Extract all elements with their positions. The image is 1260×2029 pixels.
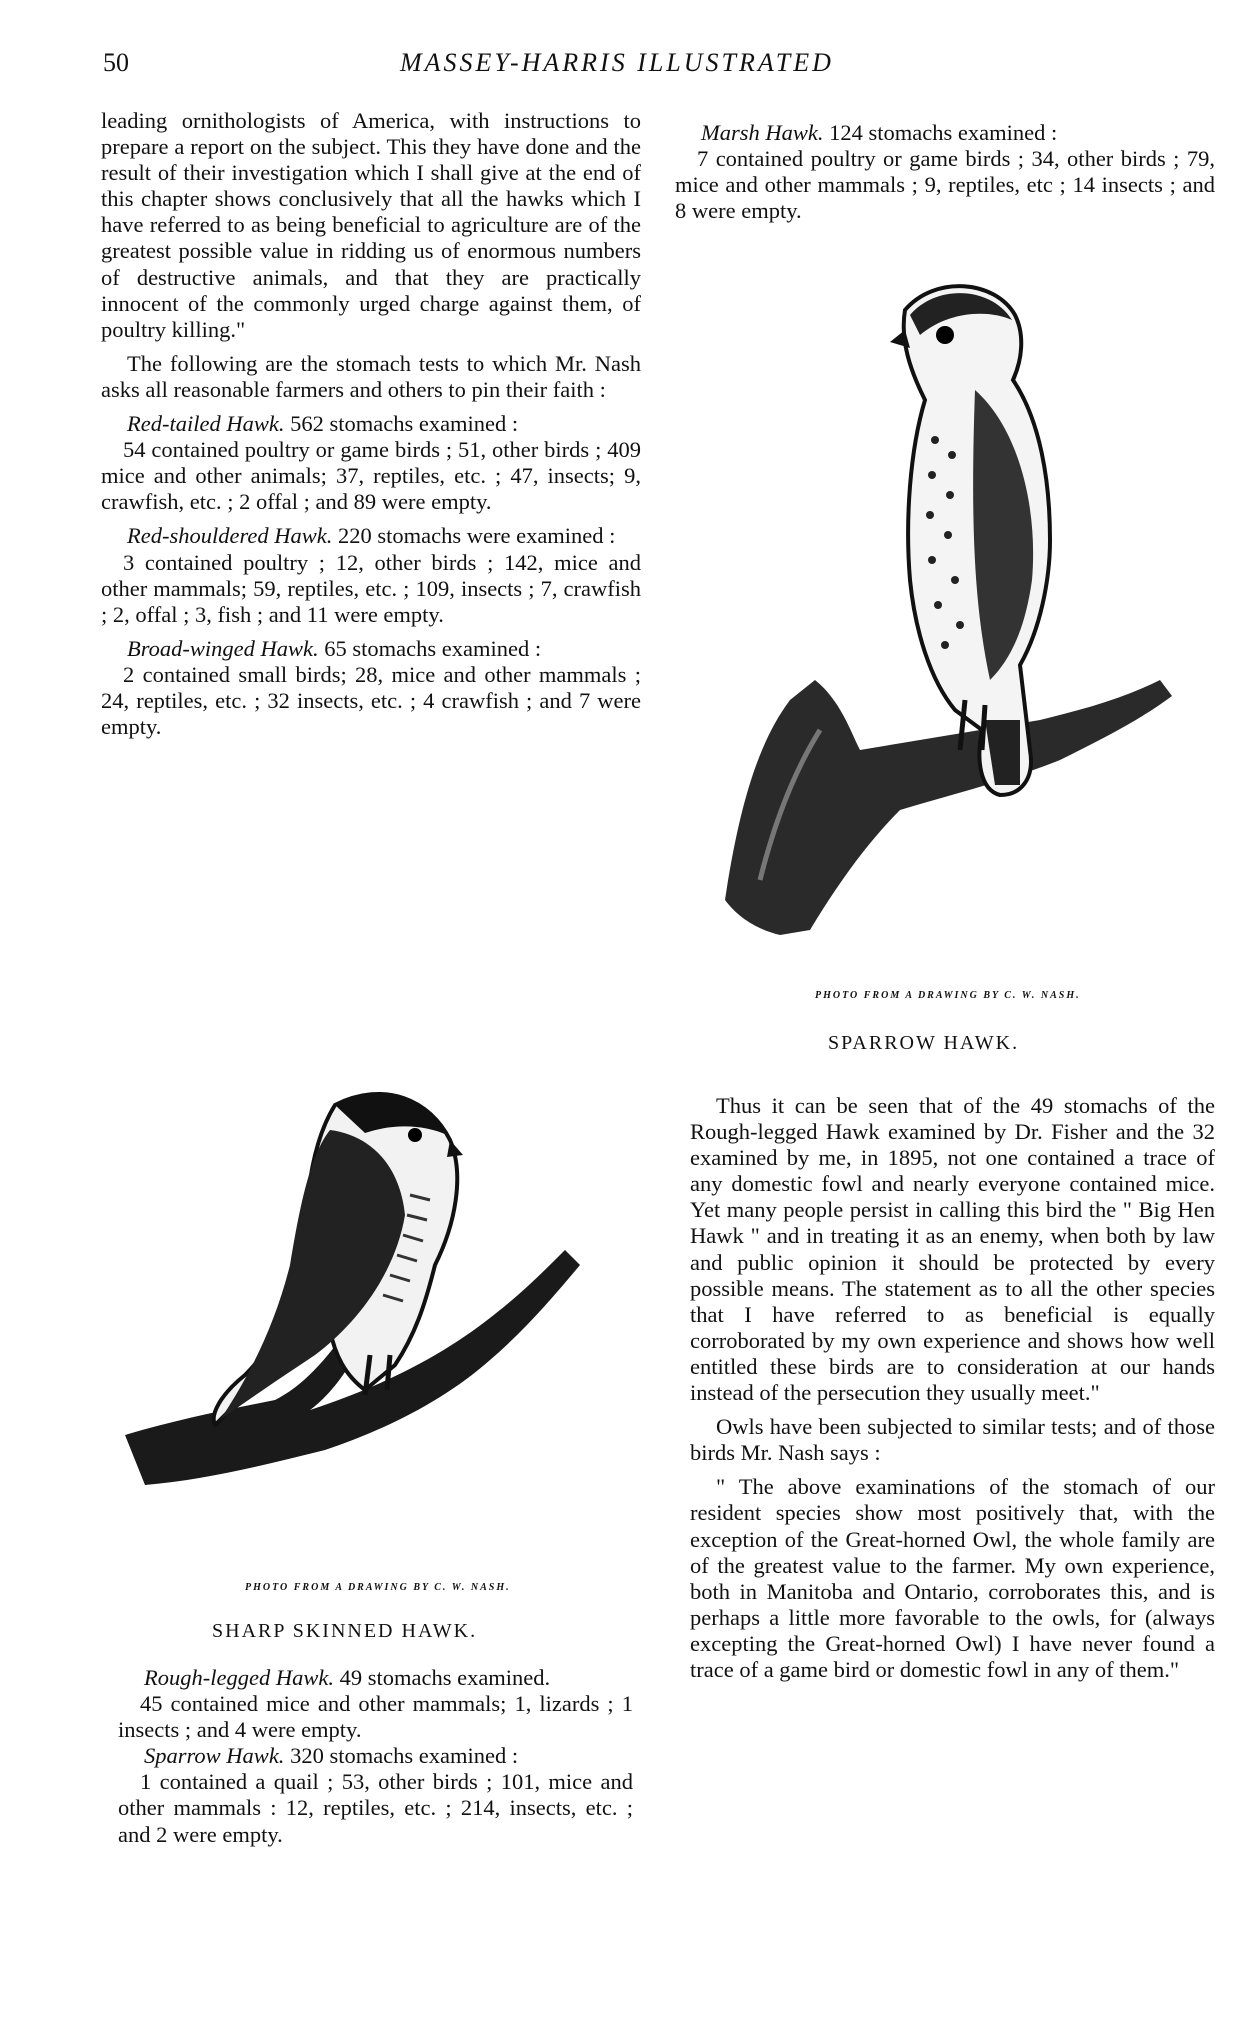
- paragraph-owls-quote: " The above examinations of the stomach of our resident species show most positively that, with the exception of the Great-horned Owl, the whole family are of the greatest value to the farmer. My own experience, both in Manitoba and Ontario, corroborates this, and is perhaps a little more favorable to the owls, for (always excepting the Great-horned Owl) I have never found a trace of a game bird or domestic fowl in any of them.": [690, 1474, 1215, 1682]
- species-name: Sparrow Hawk.: [144, 1743, 285, 1769]
- paragraph-intro: leading ornithologists of America, with instructions to prepare a report on the subject. This they have done and the result of their investigation which I shall give at the end of this chapter shows conclusively that all the hawks which I have referred to as being beneficial to agriculture are of the greatest possible value in ridding us of enormous numbers of destructive animals, and that they are practically innocent of the commonly urged charge against them, of poultry killing.": [101, 108, 641, 342]
- sharp-skinned-hawk-photo-credit: PHOTO FROM A DRAWING BY C. W. NASH.: [245, 1582, 511, 1593]
- sparrow-hawk-illustration: [720, 280, 1180, 940]
- left-column-text: [101, 108, 641, 740]
- entry-intro: 320 stomachs examined :: [284, 1743, 519, 1769]
- entry-rough-legged-heading: [118, 1665, 633, 1691]
- entry-rough-legged-detail: 45 contained mice and other mammals; 1, lizards ; 1 insects ; and 4 were empty.: [118, 1691, 633, 1743]
- sparrow-hawk-caption: SPARROW HAWK.: [828, 1032, 1020, 1054]
- entry-sparrow-detail: 1 contained a quail ; 53, other birds ; 101, mice and other mammals : 12, reptiles, etc. ; 214, insects, etc. ; and 2 were empty.: [118, 1769, 633, 1847]
- left-lower-column-text: [118, 1665, 633, 1848]
- paragraph-stomach-tests: The following are the stomach tests to which Mr. Nash asks all reasonable farmers and others to pin their faith :: [101, 350, 641, 402]
- species-name: Red-shouldered Hawk.: [127, 523, 333, 549]
- bird-eye: [936, 326, 954, 344]
- entry-intro: 49 stomachs examined.: [333, 1665, 551, 1690]
- entry-intro: 220 stomachs were examined :: [332, 523, 616, 549]
- sharp-skinned-hawk-caption: SHARP SKINNED HAWK.: [212, 1620, 478, 1642]
- branch: [725, 680, 1172, 935]
- entry-red-tailed-heading: [101, 411, 641, 437]
- running-title: MASSEY-HARRIS ILLUSTRATED: [400, 48, 834, 77]
- entry-intro: 124 stomachs examined :: [823, 120, 1058, 145]
- entry-sparrow-heading: [118, 1743, 633, 1769]
- sharp-skinned-hawk-illustration: [125, 1085, 625, 1565]
- paragraph-rough-legged-summary: Thus it can be seen that of the 49 stomachs of the Rough-legged Hawk examined by Dr. Fisher and the 32 examined by me, in 1895, not one contained a trace of any domestic fowl and nearly everyone contained mice. Yet many people persist in calling this bird the " Big Hen Hawk " and in treating it as an enemy, when both by law and public opinion it should be protected by every possible means. The statement as to all the other species that I have referred to as beneficial is equally corroborated by my own experience and shows how well entitled these birds are to consideration at our hands instead of the persecution they usually meet.": [690, 1093, 1215, 1406]
- sparrow-hawk-photo-credit: PHOTO FROM A DRAWING BY C. W. NASH.: [815, 990, 1081, 1001]
- entry-red-shouldered-detail: 3 contained poultry ; 12, other birds ; 142, mice and other mammals; 59, reptiles, etc. ; 109, insects ; 7, crawfish ; 2, offal ; 3, fish ; and 11 were empty.: [101, 549, 641, 627]
- entry-broad-winged-heading: [101, 636, 641, 662]
- entry-marsh-heading: [675, 120, 1215, 146]
- species-name: Marsh Hawk.: [701, 120, 824, 145]
- entry-marsh-detail: 7 contained poultry or game birds ; 34, other birds ; 79, mice and other mammals ; 9, reptiles, etc ; 14 insects ; and 8 were empty.: [675, 146, 1215, 224]
- entry-intro: 562 stomachs examined :: [284, 411, 519, 437]
- species-name: Red-tailed Hawk.: [127, 411, 285, 437]
- page-number: 50: [103, 48, 129, 77]
- entry-broad-winged-detail: 2 contained small birds; 28, mice and other mammals ; 24, reptiles, etc. ; 32 insects, etc. ; 4 crawfish ; and 7 were empty.: [101, 661, 641, 740]
- entry-red-tailed-detail: 54 contained poultry or game birds ; 51, other birds ; 409 mice and other animals; 37, reptiles, etc. ; 47, insects; 9, crawfish, etc. ; 2 offal ; and 89 were empty.: [101, 437, 641, 515]
- right-column-text: [675, 120, 1215, 224]
- species-name: Rough-legged Hawk.: [144, 1665, 334, 1690]
- species-name: Broad-winged Hawk.: [127, 635, 319, 661]
- bird-eye: [408, 1128, 422, 1142]
- paragraph-owls-intro: Owls have been subjected to similar tests; and of those birds Mr. Nash says :: [690, 1414, 1215, 1466]
- entry-intro: 65 stomachs examined :: [318, 635, 542, 661]
- right-lower-column-text: [690, 1093, 1215, 1683]
- entry-red-shouldered-heading: [101, 523, 641, 549]
